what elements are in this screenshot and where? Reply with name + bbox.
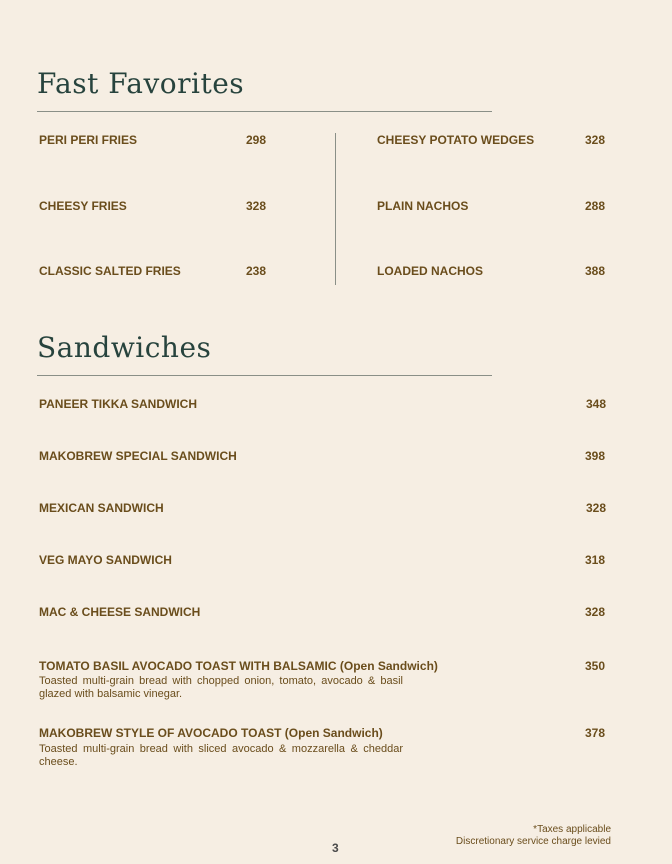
menu-item-name: TOMATO BASIL AVOCADO TOAST WITH BALSAMIC (Open Sandwich) — [39, 659, 438, 673]
menu-item-description: Toasted multi-grain bread with sliced avocado & mozzarella & cheddar cheese. — [39, 743, 403, 768]
fast-favorites-column-divider — [335, 133, 336, 285]
menu-item-name: CLASSIC SALTED FRIES — [39, 264, 181, 278]
sandwiches-title: Sandwiches — [37, 331, 212, 364]
menu-item-price: 288 — [585, 199, 606, 213]
menu-item-name: PANEER TIKKA SANDWICH — [39, 397, 197, 411]
menu-item-name: CHEESY POTATO WEDGES — [377, 133, 535, 147]
menu-item-price: 298 — [246, 133, 267, 147]
menu-item-description: Toasted multi-grain bread with chopped onion, tomato, avocado & basil glazed with balsamic vinegar. — [39, 675, 403, 700]
menu-item-price: 398 — [585, 449, 606, 463]
menu-item-price: 350 — [585, 659, 606, 673]
service-charge-note: Discretionary service charge levied — [455, 836, 611, 847]
menu-item-price: 388 — [585, 264, 606, 278]
sandwiches-divider — [37, 375, 492, 376]
menu-item-name: MAKOBREW SPECIAL SANDWICH — [39, 449, 237, 463]
menu-item-price: 328 — [585, 605, 606, 619]
menu-item-name: VEG MAYO SANDWICH — [39, 553, 172, 567]
fast-favorites-title: Fast Favorites — [37, 67, 245, 100]
menu-item-price: 348 — [586, 397, 607, 411]
menu-item-name: PLAIN NACHOS — [377, 199, 469, 213]
menu-item-price: 328 — [586, 501, 607, 515]
menu-item-name: MAKOBREW STYLE OF AVOCADO TOAST (Open Sandwich) — [39, 726, 383, 740]
menu-item-name: MEXICAN SANDWICH — [39, 501, 164, 515]
menu-item-price: 318 — [585, 553, 606, 567]
taxes-note: *Taxes applicable — [533, 824, 611, 835]
menu-item-price: 328 — [585, 133, 606, 147]
fast-favorites-divider — [37, 111, 492, 112]
footer-notes — [456, 824, 611, 848]
menu-item-name: MAC & CHEESE SANDWICH — [39, 605, 201, 619]
menu-item-price: 378 — [585, 726, 606, 740]
menu-item-price: 238 — [246, 264, 267, 278]
page-number: 3 — [332, 841, 339, 855]
menu-item-name: PERI PERI FRIES — [39, 133, 138, 147]
menu-item-price: 328 — [246, 199, 267, 213]
menu-item-name: CHEESY FRIES — [39, 199, 127, 213]
menu-item-name: LOADED NACHOS — [377, 264, 484, 278]
